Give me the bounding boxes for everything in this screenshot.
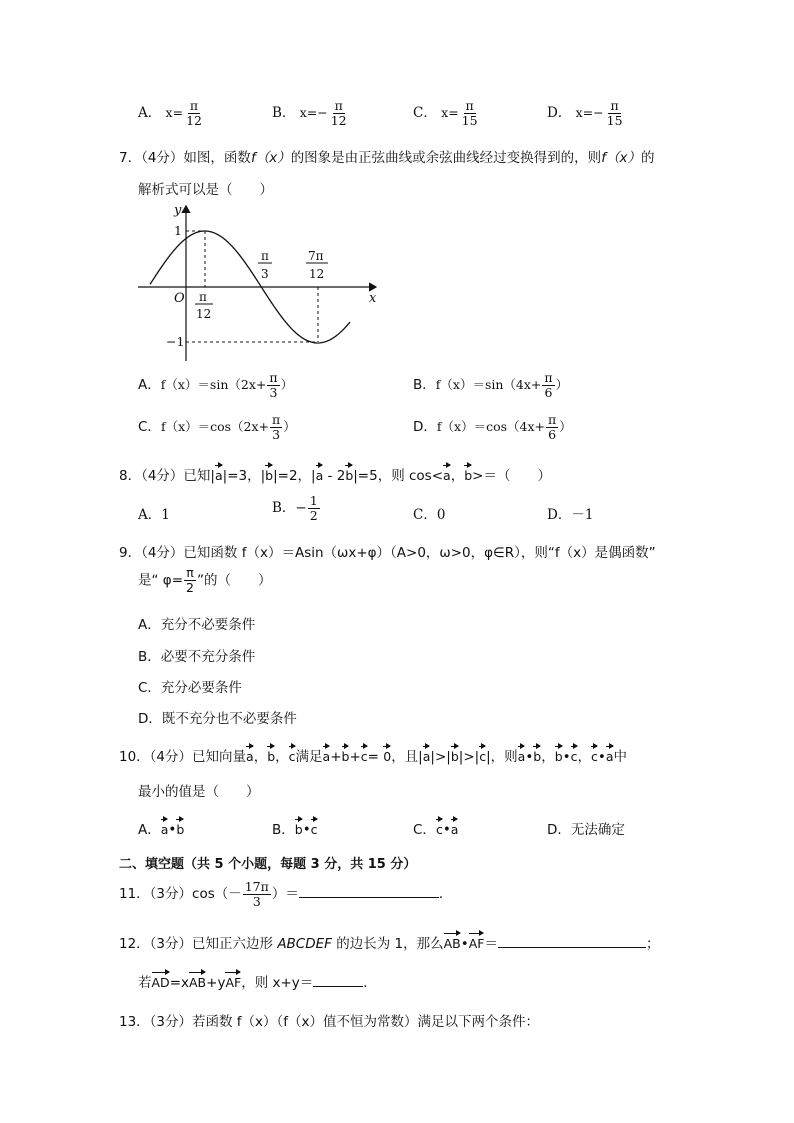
tick-pi3-num: π (261, 249, 269, 263)
option-prefix: x=− (299, 105, 328, 120)
tick-pi3-den: 3 (261, 267, 269, 281)
q12-text: 若 (138, 975, 152, 991)
vector-a: a (422, 749, 431, 764)
q7-option-c (138, 413, 296, 442)
q8-option-c: C．0 (413, 507, 446, 523)
q12-text: =x (169, 975, 189, 991)
q8-text: ， (450, 468, 465, 484)
numerator: π (610, 98, 619, 113)
option-label: A． (138, 822, 161, 838)
numerator: π (189, 98, 199, 113)
q10-option-c (413, 818, 458, 838)
q10-text: 中 (613, 749, 628, 765)
q10-text: |>| (458, 749, 480, 765)
dot-operator: • (460, 936, 469, 952)
vector-b: b (345, 468, 354, 483)
x-axis-label: x (369, 291, 377, 306)
q6-option-b (272, 99, 350, 128)
option-prefix: x= (165, 105, 184, 120)
hexagon-name: ABCDEF (277, 936, 332, 952)
q8-text: |=5，则 cos< (353, 468, 444, 484)
option-expr: f（x）＝cos（2x+ (160, 419, 270, 434)
q9-option-a: A．充分不必要条件 (138, 617, 256, 633)
vector-c: c (570, 749, 578, 764)
q10-text: ， (253, 749, 268, 765)
vector-c: c (288, 749, 296, 764)
vector-a: a (450, 822, 459, 837)
numerator: 17π (244, 879, 269, 894)
vector-a: a (315, 468, 324, 483)
vector-c: c (360, 749, 368, 764)
numerator: π (465, 98, 474, 113)
q12-stem-line1 (119, 932, 659, 952)
denominator: 2 (186, 580, 194, 595)
q11-stem (119, 880, 452, 909)
q9-text: 是“ φ= (138, 572, 184, 589)
q9-option-b: B．必要不充分条件 (138, 649, 256, 665)
q12-text: 的边长为 1，那么 (331, 936, 444, 952)
vector-a: a (246, 749, 254, 764)
q7-head: 7．（4分）如图，函数 (119, 150, 251, 166)
vector-b: b (341, 749, 350, 764)
q9-option-c: C．充分必要条件 (138, 680, 242, 696)
q10-text: = (367, 749, 384, 765)
option-expr: f（x）＝sin（2x+ (160, 377, 267, 392)
numerator: π (269, 370, 278, 385)
fraction (184, 566, 196, 595)
option-close: ） (555, 377, 569, 392)
denominator: 3 (272, 427, 281, 442)
q11-text: ． (438, 886, 453, 902)
q12-text: ＝ (484, 936, 498, 952)
q8-text: >＝（ ） (472, 468, 551, 484)
vector-ad: AD (151, 975, 170, 990)
q6-option-d (547, 99, 626, 128)
numerator: π (334, 98, 343, 113)
option-label: C． (138, 419, 161, 435)
fx: f（x） (250, 150, 291, 166)
fraction (546, 413, 558, 442)
vector-af: AF (468, 936, 485, 951)
answer-blank[interactable] (313, 986, 363, 987)
option-expr: f（x）＝sin（4x+ (435, 377, 542, 392)
denominator: 3 (252, 894, 261, 909)
vector-c: c (591, 749, 598, 764)
vector-c: c (479, 749, 487, 764)
numerator: π (272, 412, 281, 427)
option-label: D． (547, 105, 572, 121)
q7-option-d (413, 413, 572, 442)
tick-pi12-den: 12 (196, 307, 212, 321)
fraction (243, 880, 271, 909)
fraction (329, 99, 349, 128)
q10-option-a (138, 818, 184, 838)
vector-b: b (294, 822, 303, 837)
numerator: π (548, 412, 557, 427)
vector-b: b (450, 749, 459, 764)
y-tick-1: 1 (174, 223, 182, 238)
denominator: 15 (461, 113, 478, 128)
option-label: C． (413, 822, 436, 838)
vector-zero: 0 (383, 749, 392, 764)
denominator: 15 (606, 113, 623, 128)
q10-text: ， (577, 749, 591, 765)
option-label: D． (413, 419, 437, 435)
q12-text: +y (206, 975, 226, 991)
y-axis-label: y (174, 203, 182, 218)
q8-text: |=2，| (273, 468, 316, 484)
denominator: 6 (548, 427, 557, 442)
vector-a: a (605, 749, 614, 764)
q10-text: + (349, 749, 361, 765)
q7-end: 的 (640, 150, 655, 166)
fraction (267, 371, 279, 400)
q12-text: ； (645, 936, 660, 952)
fx: f（x） (601, 150, 641, 166)
dot-operator: • (168, 822, 177, 838)
q11-text: 11．（3分）cos（－ (119, 886, 242, 902)
vector-ab: AB (443, 936, 461, 951)
q10-stem-line1 (119, 745, 627, 765)
option-prefix: x=− (575, 105, 604, 120)
q8-stem (119, 464, 551, 484)
vector-a: a (322, 749, 331, 764)
q6-option-c (413, 99, 481, 128)
dot-operator: • (597, 749, 606, 765)
q12-text: ，则 x+y＝ (241, 975, 314, 991)
q10-stem-line2: 最小的值是（ ） (138, 784, 260, 800)
option-label: B． (272, 822, 295, 838)
q10-text: 满足 (295, 749, 323, 765)
denominator: 12 (330, 113, 347, 128)
tick-7pi12-den: 12 (309, 267, 325, 281)
q12-text: 12．（3分）已知正六边形 (119, 936, 278, 952)
denominator: 2 (309, 508, 318, 523)
q9-option-d: D．既不充分也不必要条件 (138, 711, 297, 727)
option-label: A． (138, 105, 162, 121)
vector-a: a (214, 468, 223, 483)
option-label: B． (413, 377, 436, 393)
q6-option-a (138, 99, 205, 128)
dot-operator: • (302, 822, 311, 838)
q10-text: ， (275, 749, 289, 765)
q8-option-b (272, 494, 321, 523)
vector-b: b (464, 468, 473, 483)
q10-text: ，且| (391, 749, 423, 765)
fraction (184, 99, 204, 128)
q7-option-a (138, 371, 293, 400)
option-label: C． (413, 105, 437, 121)
fraction (605, 99, 625, 128)
dot-operator: • (525, 749, 534, 765)
q10-text: 10．（4分）已知向量 (119, 749, 247, 765)
vector-ab: AB (189, 975, 207, 990)
option-close: ） (280, 377, 294, 392)
vector-af: AF (225, 975, 242, 990)
fraction (308, 494, 320, 523)
q8-text: 8．（4分）已知| (119, 468, 215, 484)
q10-option-d: D．无法确定 (547, 822, 625, 838)
vector-b: b (176, 822, 185, 837)
denominator: 6 (544, 385, 553, 400)
vector-b: b (267, 749, 276, 764)
vector-b: b (265, 468, 274, 483)
q10-text: |，则 (486, 749, 518, 765)
answer-blank[interactable] (299, 897, 439, 898)
fraction (270, 413, 282, 442)
q7-mid: 的图象是由正弦曲线或余弦曲线经过变换得到的，则 (290, 150, 602, 166)
origin-label: O (174, 291, 185, 306)
q10-text: ， (541, 749, 555, 765)
q10-option-b (272, 818, 318, 838)
q9-text: ”的（ ） (196, 572, 272, 589)
vector-a: a (160, 822, 169, 837)
numerator: π (186, 565, 194, 580)
section-heading: 二、填空题（共 5 个小题，每题 3 分，共 15 分） (119, 857, 417, 872)
vector-a: a (443, 468, 451, 483)
q10-text: + (330, 749, 342, 765)
q8-text: |=3，| (222, 468, 266, 484)
option-label: B． (272, 105, 296, 121)
minus-sign: − (295, 500, 307, 516)
q13-stem: 13．（3分）若函数 f（x）（f（x）值不恒为常数）满足以下两个条件： (119, 1014, 540, 1030)
option-prefix: x= (441, 105, 459, 120)
option-label: A． (138, 377, 161, 393)
option-close: ） (559, 419, 572, 434)
fraction (460, 99, 480, 128)
vector-c: c (435, 822, 443, 837)
vector-c: c (310, 822, 318, 837)
q8-option-a: A．1 (138, 507, 170, 523)
q10-text: |>| (430, 749, 451, 765)
q7-stem-line2: 解析式可以是（ ） (138, 182, 273, 198)
q7-option-b (413, 371, 568, 400)
vector-a: a (517, 749, 526, 764)
vector-b: b (554, 749, 563, 764)
dot-operator: • (562, 749, 571, 765)
answer-blank[interactable] (498, 947, 646, 948)
numerator: π (544, 370, 553, 385)
q12-stem-line2 (138, 971, 377, 991)
numerator: 1 (309, 493, 318, 508)
q7-graph (130, 196, 390, 366)
tick-pi12-num: π (199, 290, 207, 304)
q8-text: - 2 (323, 468, 346, 484)
fraction (542, 371, 554, 400)
option-label: B． (272, 500, 296, 516)
q7-stem-line1 (119, 146, 654, 166)
option-expr: f（x）＝cos（4x+ (436, 419, 545, 434)
q9-stem-line1: 9．（4分）已知函数 f（x）＝Asin（ωx+φ）（A>0，ω>0，φ∈R），则“f（x）是偶函数” (119, 545, 656, 561)
option-close: ） (283, 419, 296, 434)
denominator: 3 (269, 385, 278, 400)
tick-7pi12-num: 7π (308, 249, 324, 263)
q9-stem-line2 (138, 566, 271, 595)
q11-text: ）＝ (271, 886, 299, 902)
denominator: 12 (186, 113, 202, 128)
q12-text: ． (363, 975, 377, 991)
dot-operator: • (442, 822, 451, 838)
q8-option-d: D．－1 (547, 507, 594, 523)
vector-b: b (533, 749, 542, 764)
y-tick-neg1: −1 (166, 334, 185, 349)
